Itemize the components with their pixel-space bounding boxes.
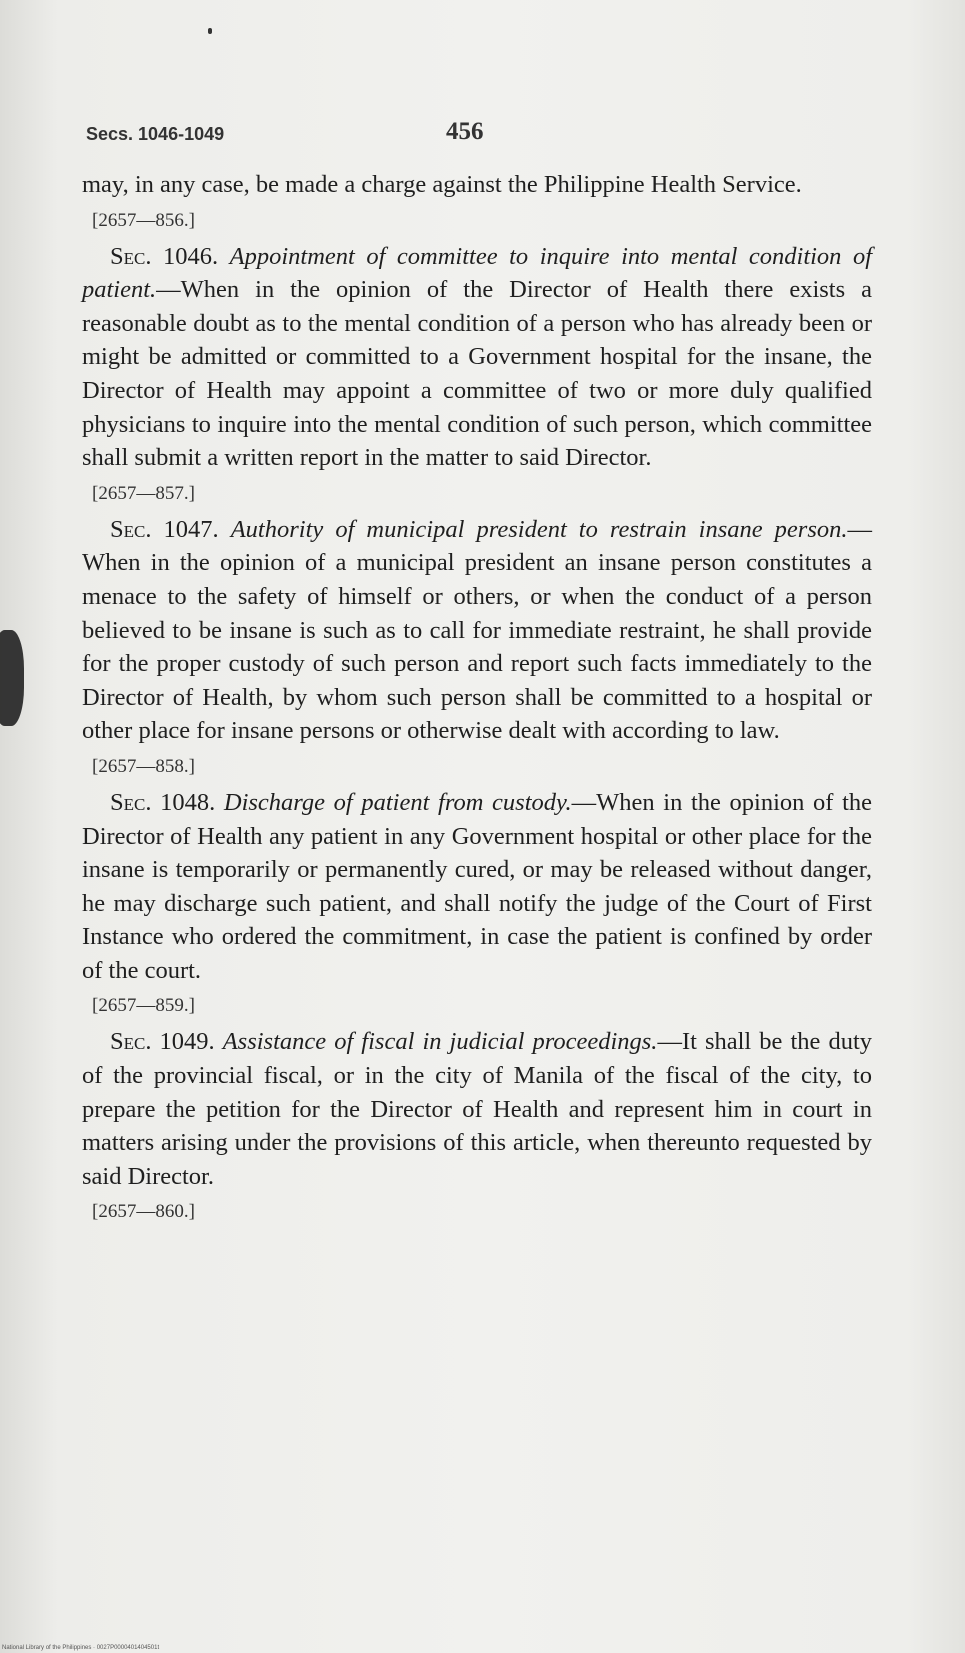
section-ref: [2657—856.] [92,209,195,231]
page-body [82,168,872,1231]
section-paragraph [82,513,872,748]
section-title: Assistance of fiscal in judicial proceedings. [222,1028,658,1056]
section-text: —When in the opinion of the Director of Health any patient in any Government hospital or other place for the insane is temporarily or permanently cured, or may be released without danger, he may discharge such patient, and shall notify the judge of the Court of First Instance who ordered the commitment, in case the patient is confined by order of the court. [82,788,872,984]
running-head-sections: Secs. 1046-1049 [86,124,225,144]
section-ref: [2657—858.] [92,755,195,777]
section-paragraph [82,240,872,475]
section-text: —It shall be the duty of the provincial fiscal, or in the city of Manila of the fiscal of the city, to prepare the petition for the Director of Health and represent him in court in matters arising under the provisions of this article, when thereunto requested by said Director. [82,1028,872,1190]
section-ref: [2657—859.] [92,995,195,1017]
section-paragraph [82,1025,872,1193]
section-label: Sec. 1048. [110,788,216,816]
section-text: —When in the opinion of the Director of Health there exists a reasonable doubt as to the mental condition of a person who has already been or might be admitted or committed to a Government hospital for the insane, the Director of Health may appoint a committee of two or more duly qualified physicians to inquire into the mental condition of such person, which committee shall submit a written report in the matter to said Director. [82,276,872,472]
section-title: Authority of municipal president to restrain insane person. [230,515,848,543]
page-header [86,118,886,158]
section-paragraph [82,786,872,988]
section-title: Appointment of committee to inquire into mental condition of patient. [82,242,872,304]
section-text: —When in the opinion of a municipal president an insane person constitutes a menace to the safety of himself or others, or when the conduct of a person believed to be insane is such as to call for immediate restraint, he shall provide for the proper custody of such person and report such facts immediately to the Director of Health, by whom such person shall be committed to a hospital or other place for insane persons or otherwise dealt with according to law. [82,515,872,745]
scan-footer: National Library of the Philippines · 0027P0000401404501t [2,1645,160,1651]
page-number: 456 [446,118,484,145]
section-title: Discharge of patient from custody. [223,788,572,816]
section-ref: [2657—857.] [92,482,195,504]
section-label: Sec. 1049. [110,1028,215,1056]
section-label: Sec. 1047. [110,515,219,543]
section-label: Sec. 1046. [110,242,219,270]
intro-paragraph: may, in any case, be made a charge against the Philippine Health Service. [82,171,802,198]
scan-smudge [0,630,24,726]
closing-ref: [2657—860.] [92,1201,195,1223]
speck [208,28,212,34]
